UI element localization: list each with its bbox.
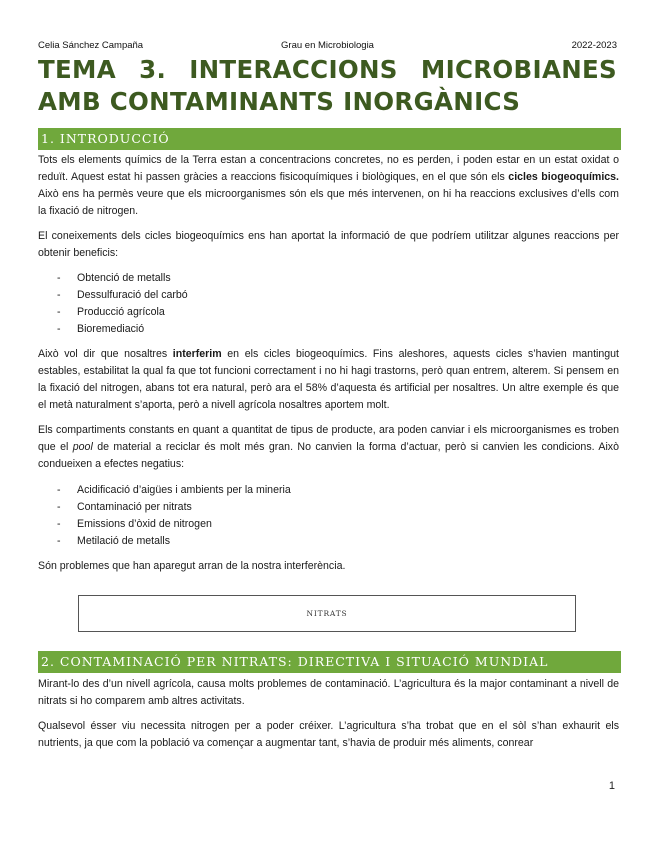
list-item: - Metilació de metalls — [57, 533, 619, 550]
intro-paragraph-5: Són problemes que han aparegut arran de la nostra interferència. — [38, 560, 346, 572]
list-item: - Emissions d’òxid de nitrogen — [57, 516, 619, 533]
nitrats-box — [78, 595, 576, 632]
bold-term-interferim: interferim — [172, 348, 222, 360]
list-item: - Dessulfuració del carbó — [57, 287, 619, 304]
list-item: - Bioremediació — [57, 321, 619, 338]
nitrats-paragraph-2: Qualsevol ésser viu necessita nitrogen per a poder créixer. L’agricultura s’ha trobat que en el sòl s’han exhaurit els nutrients, ja que com la població va començar a augmentar tant, s’havia de produir més aliments, conrear — [38, 720, 619, 749]
bold-term-cicles: cicles biogeoquímics. — [508, 171, 619, 183]
nitrats-box-label: NITRATS — [306, 609, 348, 618]
header-year: 2022-2023 — [571, 40, 617, 51]
document-title: TEMA 3. INTERACCIONS MICROBIANES AMB CONTAMINANTS INORGÀNICS — [38, 55, 617, 116]
list-item: - Obtenció de metalls — [57, 270, 619, 287]
list-item: - Acidificació d’aigües i ambients per la mineria — [57, 482, 619, 499]
section-heading-contaminacio-nitrats: 2. CONTAMINACIÓ PER NITRATS: DIRECTIVA I SITUACIÓ MUNDIAL — [38, 651, 621, 673]
intro-paragraph-1: Tots els elements químics de la Terra estan a concentracions concretes, no es perden, i poden estar en un estat oxidat o reduït. Aquest estat hi passen gràcies a reaccions fisicoquímiques i biològiques, en el que són els cicles biogeoquímics. Això ens ha permès veure que els microorganismes són els que més intervenen, on hi ha reaccions exclusives d’ells com la fixació de nitrogen. — [38, 154, 619, 217]
intro-paragraph-4: Els compartiments constants en quant a quantitat de tipus de producte, ara poden canviar i els microorganismes es troben que el pool de material a reciclar és molt més gran. No canvien la forma d’actuar, però si canvien les condicions. Això condueixen a efectes negatius: — [38, 424, 619, 470]
nitrats-paragraph-1: Mirant-lo des d’un nivell agrícola, causa molts problemes de contaminació. L’agricultura és la major contaminant a nivell de nitrats si ho comparem amb altres activitats. — [38, 678, 619, 707]
header-degree: Grau en Microbiologia — [281, 40, 374, 51]
header-author: Celia Sánchez Campaña — [38, 40, 144, 51]
list-item: - Contaminació per nitrats — [57, 499, 619, 516]
intro-paragraph-2: El coneixements dels cicles biogeoquímics ens han aportat la informació de que podríem utilitzar algunes reaccions per obtenir beneficis: — [38, 230, 619, 259]
intro-paragraph-3: Això vol dir que nosaltres interferim en els cicles biogeoquímics. Fins aleshores, aquests cicles s’havien mantingut estables, estabilitat la qual fa que tot funcioni correctament i no hi hagi trastorns, però quan entrem, alterem. Si pensem en la fixació del nitrogen, abans tot era natural, però ara el 58% d’aquesta és artificial per nosaltres. Un altre exemple és que el metà naturalment s’aporta, però a nivell agrícola nosaltres aportem molt. — [38, 348, 619, 411]
page-number: 1 — [608, 780, 615, 792]
benefits-list — [57, 270, 619, 338]
list-item: - Producció agrícola — [57, 304, 619, 321]
page-header — [38, 40, 617, 52]
section-heading-introduccio: 1. INTRODUCCIÓ — [38, 128, 621, 150]
effects-list — [57, 482, 619, 550]
italic-term-pool: pool — [72, 441, 93, 453]
